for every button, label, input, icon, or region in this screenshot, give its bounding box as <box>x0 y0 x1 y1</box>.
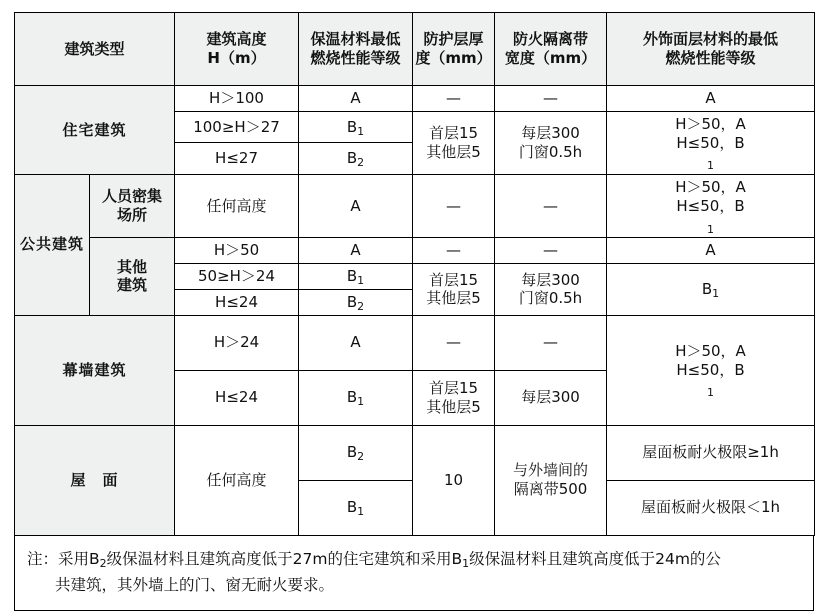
cell-insulation-r2-main: B <box>346 117 358 136</box>
header-isolation-width-line1: 防火隔离带 <box>513 30 589 49</box>
header-building-height <box>175 13 299 86</box>
cell-protect-residential <box>413 111 495 174</box>
header-building-type: 建筑类型 <box>15 13 175 86</box>
table-row <box>15 315 815 370</box>
fire-protection-spec-table <box>14 12 815 536</box>
cell-insulation-p2: A <box>299 238 413 264</box>
cell-isolation-residential-line1: 每层300 <box>521 124 580 143</box>
table-header-row <box>15 13 815 86</box>
cell-isolation-p2: — <box>495 238 607 264</box>
row-subgroup-crowded-place <box>90 175 175 238</box>
cell-protect-public-line1: 首层15 <box>428 270 479 289</box>
cell-insulation-r2 <box>299 111 413 143</box>
header-isolation-width <box>495 13 607 86</box>
cell-protect-public-line2: 其他层5 <box>426 289 481 308</box>
row-group-public: 公共建筑 <box>15 175 90 316</box>
cell-protect-curtain-line2: 其他层5 <box>426 397 481 416</box>
cell-protect-residential-line1: 首层15 <box>428 124 479 143</box>
cell-insulation-p4: $B_2$ <box>299 289 413 315</box>
row-subgroup-other-buildings-line2: 建筑 <box>117 276 148 295</box>
cell-protect-public <box>413 264 495 316</box>
cell-insulation-p1: A <box>299 175 413 238</box>
header-facade-grade-line1: 外饰面层材料的最低 <box>643 30 779 49</box>
cell-isolation-residential <box>495 111 607 174</box>
table-row <box>15 425 815 480</box>
cell-protect-p1: — <box>413 175 495 238</box>
cell-isolation-roof-line1: 与外墙间的 <box>513 461 589 480</box>
cell-facade-residential-line2: H≤50，B $_1$ <box>676 133 745 173</box>
header-protect-thickness-line2: 度（mm） <box>415 49 492 67</box>
cell-height-p2: H＞50 <box>175 238 299 264</box>
row-subgroup-other-buildings <box>90 238 175 315</box>
cell-height-r2: 100≥H＞27 <box>175 111 299 143</box>
cell-isolation-roof-line2: 隔离带500 <box>513 480 588 498</box>
cell-isolation-curtain: 每层300 <box>495 370 607 425</box>
cell-height-p4: H≤24 <box>175 289 299 315</box>
cell-isolation-p1: — <box>495 175 607 238</box>
row-subgroup-crowded-place-line1: 人员密集 <box>102 187 163 206</box>
cell-facade-residential-line1: H＞50，A <box>675 114 746 133</box>
cell-facade-curtain-line2: H≤50，B $_1$ <box>676 360 745 400</box>
header-insulation-grade-line1: 保温材料最低 <box>310 30 401 49</box>
header-facade-grade <box>607 13 815 86</box>
row-subgroup-other-buildings-line1: 其他 <box>117 257 148 276</box>
cell-isolation-c1: — <box>495 315 607 370</box>
cell-isolation-public-line1: 每层300 <box>521 270 580 289</box>
cell-height-c2: H≤24 <box>175 370 299 425</box>
cell-facade-public: $B_1$ <box>607 264 815 316</box>
cell-protect-residential-line2: 其他层5 <box>426 142 481 161</box>
cell-protect-curtain <box>413 370 495 425</box>
cell-facade-roof1: 屋面板耐火极限≥1h <box>607 425 815 480</box>
cell-protect-r1: — <box>413 86 495 112</box>
table-note-line1: 注：采用$B_2$级保温材料且建筑高度低于27m的住宅建筑和采用$B_1$级保温材料且建筑高度低于24m的公 <box>27 549 721 570</box>
cell-facade-p1-line1: H＞50，A <box>675 178 746 196</box>
cell-insulation-r3 <box>299 143 413 175</box>
cell-height-r1: H＞100 <box>175 86 299 112</box>
cell-facade-curtain <box>607 315 815 425</box>
header-insulation-grade-line2: 燃烧性能等级 <box>310 49 401 67</box>
table-note <box>14 536 814 612</box>
row-group-roof: 屋 面 <box>15 425 175 535</box>
header-isolation-width-line2: 宽度（mm） <box>504 49 597 67</box>
cell-isolation-public-line2: 门窗0.5h <box>518 289 583 308</box>
cell-isolation-r1: — <box>495 86 607 112</box>
cell-height-p1: 任何高度 <box>175 175 299 238</box>
cell-height-roof: 任何高度 <box>175 425 299 535</box>
cell-facade-p2: A <box>607 238 815 264</box>
cell-insulation-r3-main: B <box>346 149 358 168</box>
cell-facade-p1-line2: H≤50，B $_1$ <box>676 196 745 236</box>
cell-facade-r1: A <box>607 86 815 112</box>
row-group-residential: 住宅建筑 <box>15 86 175 175</box>
header-insulation-grade <box>299 13 413 86</box>
table-row <box>15 175 815 238</box>
cell-insulation-c1: A <box>299 315 413 370</box>
cell-protect-p2: — <box>413 238 495 264</box>
header-protect-thickness <box>413 13 495 86</box>
cell-insulation-roof2: $B_1$ <box>299 480 413 535</box>
table-row <box>15 86 815 112</box>
table-row <box>15 238 815 264</box>
cell-facade-curtain-line1: H＞50，A <box>675 341 746 360</box>
cell-isolation-roof <box>495 425 607 535</box>
cell-height-r3: H≤27 <box>175 143 299 175</box>
cell-height-c1: H＞24 <box>175 315 299 370</box>
header-building-height-line2: H（m） <box>207 49 266 67</box>
cell-height-p3: 50≥H＞24 <box>175 264 299 290</box>
cell-insulation-r1: A <box>299 86 413 112</box>
row-subgroup-crowded-place-line2: 场所 <box>117 206 148 225</box>
cell-protect-curtain-line1: 首层15 <box>428 378 479 397</box>
cell-insulation-r2-sub: 1 <box>357 124 365 138</box>
cell-insulation-roof1: $B_2$ <box>299 425 413 480</box>
row-group-curtain-wall: 幕墙建筑 <box>15 315 175 425</box>
cell-insulation-p3: $B_1$ <box>299 264 413 290</box>
cell-insulation-r3-sub: 2 <box>357 156 365 170</box>
cell-protect-roof: 10 <box>413 425 495 535</box>
cell-protect-c1: — <box>413 315 495 370</box>
cell-isolation-residential-line2: 门窗0.5h <box>518 142 583 161</box>
header-building-height-line1: 建筑高度 <box>206 30 267 49</box>
table-note-line2: 共建筑，其外墙上的门、窗无耐火要求。 <box>55 575 335 594</box>
cell-isolation-public <box>495 264 607 316</box>
header-protect-thickness-line1: 防护层厚 <box>423 30 484 49</box>
header-facade-grade-line2: 燃烧性能等级 <box>665 49 756 67</box>
cell-insulation-c2: $B_1$ <box>299 370 413 425</box>
cell-facade-roof2: 屋面板耐火极限＜1h <box>607 480 815 535</box>
cell-facade-p1 <box>607 175 815 238</box>
cell-facade-residential <box>607 111 815 174</box>
